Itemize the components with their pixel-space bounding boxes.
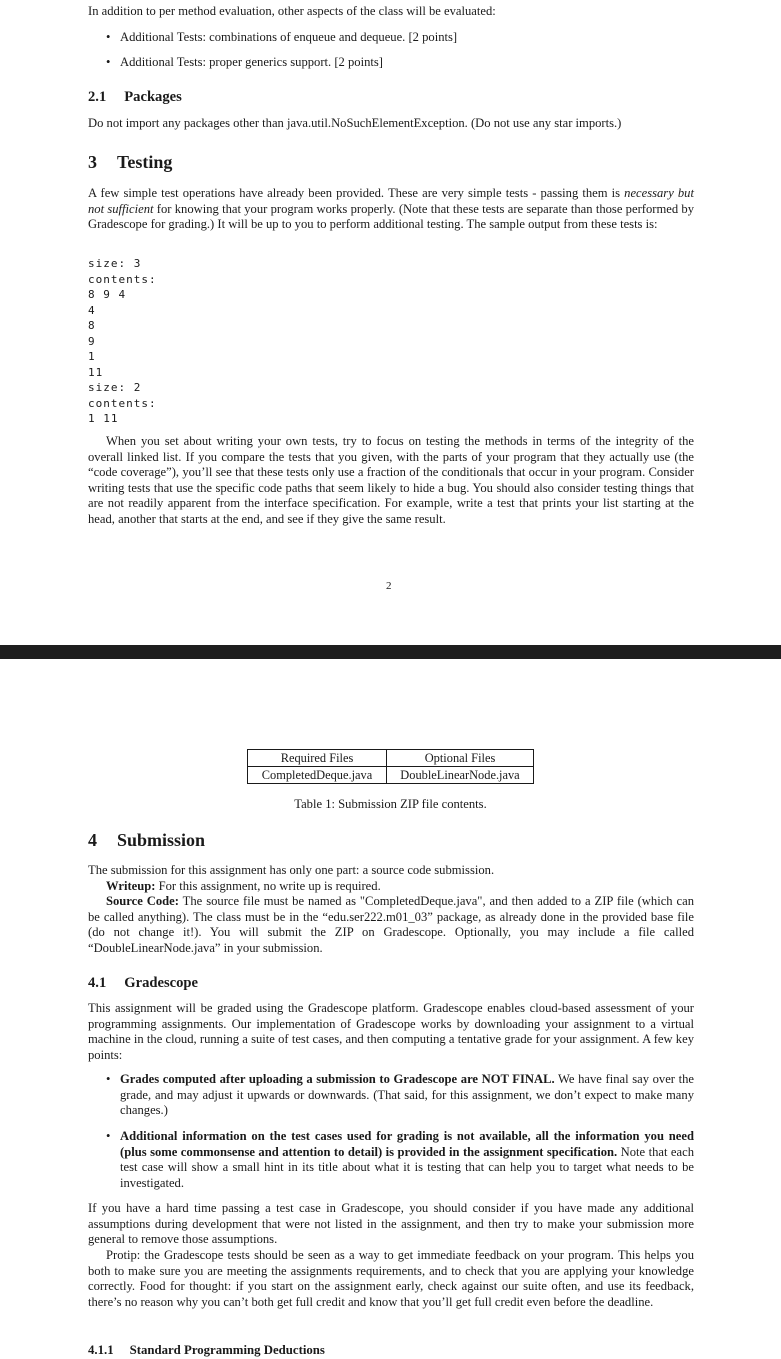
bullet-dot: • <box>106 1072 111 1086</box>
section-heading-submission <box>88 830 205 851</box>
bullet-dot: • <box>106 1129 111 1143</box>
source-code-label: Source Code: <box>106 894 179 908</box>
output-line: contents: <box>88 272 157 286</box>
bullet-text: Additional Tests: combinations of enqueue and dequeue. [2 points] <box>120 30 458 44</box>
section-heading-testing <box>88 152 172 173</box>
output-line: size: 2 <box>88 381 142 394</box>
testing-text-a: A few simple test operations have already been provided. These are very simple tests - passing them is <box>88 186 625 200</box>
packages-text: Do not import any packages other than java.util.NoSuchElementException. (Do not use any star imports.) <box>88 116 622 130</box>
bullet-bold-text: Additional information on the test cases used for grading is not available, all the information you need (plus some commonsense and attention to detail) is provided in the assignment specification. <box>120 1129 694 1159</box>
section-title: Standard Programming Deductions <box>129 1343 325 1357</box>
testing-paragraph <box>88 186 694 233</box>
output-line: 8 <box>88 319 96 332</box>
source-code-paragraph <box>88 894 694 956</box>
bullet-plain-text: Note that each test case will show a small hint in its title about what it is testing that can help you to target what needs to be investigated. <box>120 1144 694 1190</box>
bullet-text <box>120 1072 694 1119</box>
section-number: 4 <box>88 830 97 850</box>
section-title: Submission <box>117 830 206 850</box>
table-cell: DoubleLinearNode.java <box>387 767 534 784</box>
document-page-3 <box>0 659 781 1359</box>
testing-emphasis: necessary but not sufficient <box>88 186 694 216</box>
output-line: 8 9 4 <box>88 288 127 301</box>
section-title: Gradescope <box>124 975 199 991</box>
table-cell: CompletedDeque.java <box>248 767 387 784</box>
submission-intro: The submission for this assignment has only one part: a source code submission. <box>88 863 495 877</box>
bullet-dot: • <box>106 30 111 44</box>
bullet-bold-text: Grades computed after uploading a submission to Gradescope are NOT FINAL. <box>120 1072 555 1086</box>
output-line: 11 <box>88 365 104 379</box>
table-header-cell: Optional Files <box>387 750 534 767</box>
sample-output-block <box>88 256 157 427</box>
writeup-text: For this assignment, no write up is required. <box>155 879 381 893</box>
page-separator <box>0 645 781 659</box>
table-header-row <box>248 750 534 767</box>
output-line: size: 3 <box>88 257 142 270</box>
testing-followup-paragraph: When you set about writing your own tests, try to focus on testing the methods in terms of the integrity of the overall linked list. If you compare the tests that you given, with the parts of your program that they actually use (the “code coverage”), you’ll see that these tests only use a fraction of the conditionals that occur in your program. Consider writing tests that use the specific code paths that seem likely to hide a bug. You should also consider testing things that are not readily apparent from the interface specification. For example, write a test that prints your list starting at the head, another that starts at the end, and see if they give the same result. <box>88 434 694 526</box>
section-number: 3 <box>88 152 97 172</box>
testing-text-b: for knowing that your program works properly. (Note that these tests are separate than those performed by Gradescope for grading.) It will be up to you to perform additional testing. The sample output from these tests is: <box>88 201 694 232</box>
writeup-label: Writeup: <box>106 879 156 893</box>
table-caption: Table 1: Submission ZIP file contents. <box>294 797 487 811</box>
output-line: 9 <box>88 334 96 348</box>
section-number: 4.1 <box>88 975 107 991</box>
output-line: 4 <box>88 303 96 317</box>
page-number: 2 <box>386 580 392 592</box>
section-heading-packages <box>88 89 182 106</box>
document-page-2 <box>0 0 781 645</box>
bullet-dot: • <box>106 55 111 69</box>
gradescope-intro: This assignment will be graded using the Gradescope platform. Gradescope enables cloud-based assessment of your programming assignments. Our implementation of Gradescope works by downloading your assignment to a virtual machine in the cloud, running a suite of test cases, and then computing a tentative grade for your assignment. A few key points: <box>88 1001 694 1062</box>
table-row <box>248 767 534 784</box>
bullet-text <box>120 1129 694 1191</box>
output-line: contents: <box>88 396 157 410</box>
section-heading-gradescope <box>88 975 198 992</box>
source-code-text: The source file must be named as "CompletedDeque.java", and then added to a ZIP file (which can be called anything). The class must be in the “edu.ser222.m01_03” package, as already done in the provided base file (do not change it!). You will submit the ZIP on Gradescope. Optionally, you may include a file called “DoubleLinearNode.java” in your submission. <box>88 894 694 955</box>
section-heading-deductions <box>88 1343 325 1358</box>
output-line: 1 11 <box>88 412 119 425</box>
section-title: Testing <box>117 152 173 172</box>
output-line: 1 <box>88 350 96 363</box>
bullet-plain-text: We have final say over the grade, and may adjust it upwards or downwards. (That said, for this assignment, we don’t expect to make many changes.) <box>120 1072 694 1118</box>
evaluation-intro: In addition to per method evaluation, other aspects of the class will be evaluated: <box>88 4 496 18</box>
hard-time-paragraph: If you have a hard time passing a test case in Gradescope, you should consider if you have made any additional assumptions during development that were not listed in the assignment, and then try to make your submission more general to remove those assumptions. <box>88 1201 694 1247</box>
protip-paragraph: Protip: the Gradescope tests should be seen as a way to get immediate feedback on your program. This helps you both to make sure you are meeting the assignments requirements, and to check that you are applying your knowledge correctly. Food for thought: if you start on the assignment early, check against our suite often, and use its feedback, there’s no reason why you can’t both get full credit and know that you’ll get full credit even before the deadline. <box>88 1248 694 1309</box>
writeup-paragraph <box>88 879 694 895</box>
section-title: Packages <box>124 89 182 105</box>
submission-files-table <box>247 749 534 784</box>
bullet-text: Additional Tests: proper generics support. [2 points] <box>120 55 383 69</box>
section-number: 4.1.1 <box>88 1343 114 1357</box>
table-header-cell: Required Files <box>248 750 387 767</box>
section-number: 2.1 <box>88 89 107 105</box>
